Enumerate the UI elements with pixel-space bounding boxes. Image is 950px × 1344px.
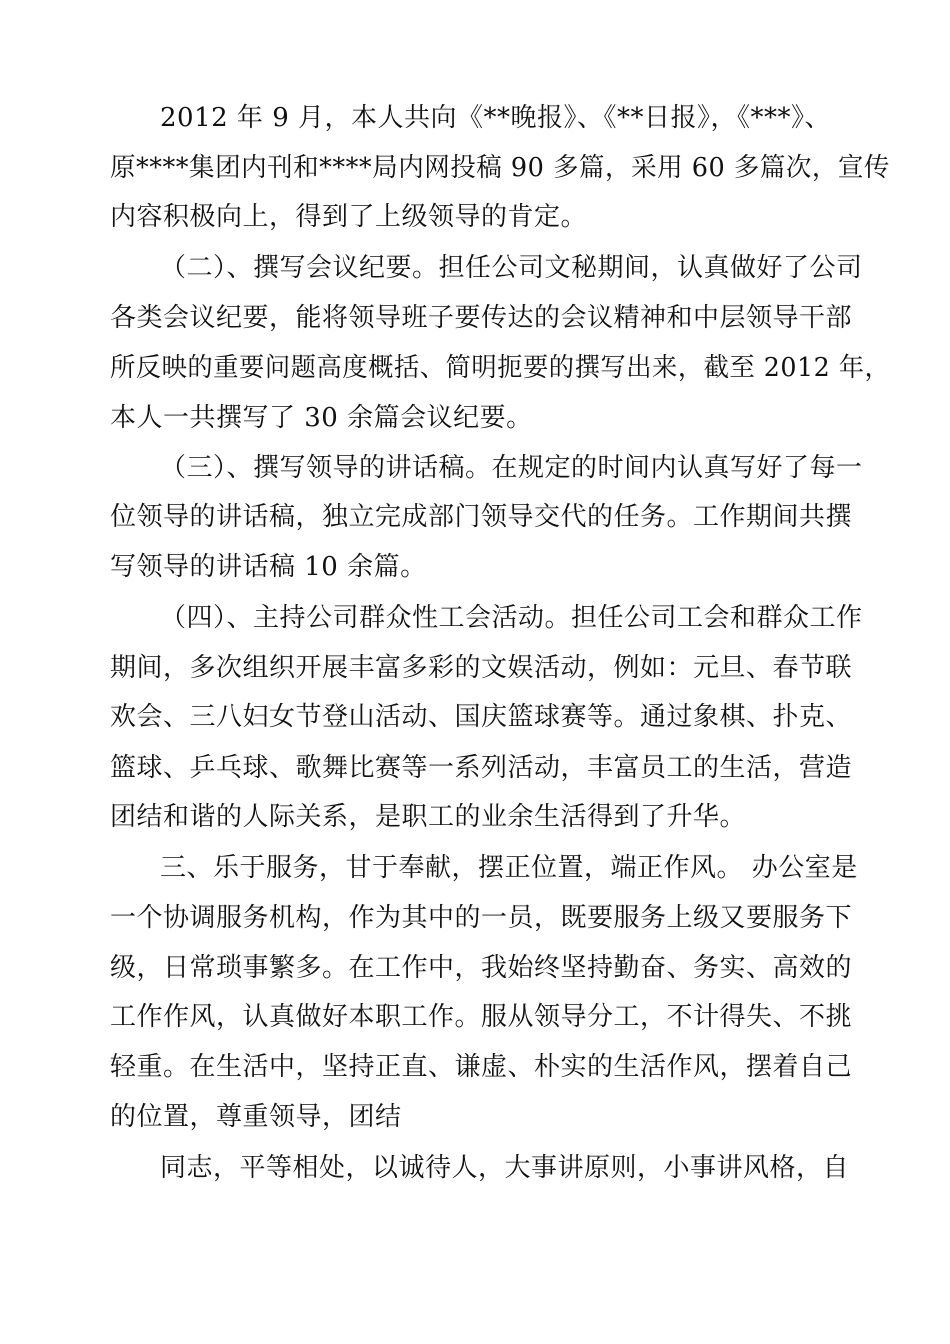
text-line: 一个协调服务机构，作为其中的一员，既要服务上级又要服务下	[110, 903, 853, 933]
text-line: 2012 年 9 月，本人共向《**晚报》、《**日报》，《***》、	[160, 103, 832, 133]
text-line: 级，日常琐事繁多。在工作中，我始终坚持勤奋、务实、高效的	[110, 953, 853, 983]
text-line: 期间，多次组织开展丰富多彩的文娱活动，例如：元旦、春节联	[110, 653, 853, 683]
text-line: 原****集团内刊和****局内网投稿 90 多篇，采用 60 多篇次，宣传	[110, 153, 890, 183]
text-line: 各类会议纪要，能将领导班子要传达的会议精神和中层领导干部	[110, 303, 853, 333]
text-line: 工作作风，认真做好本职工作。服从领导分工，不计得失、不挑	[110, 1002, 853, 1032]
text-line: （四）、主持公司群众性工会活动。担任公司工会和群众工作	[160, 603, 863, 633]
text-line: 三、乐于服务，甘于奉献，摆正位置，端正作风。 办公室是	[160, 853, 858, 883]
text-line: 所反映的重要问题高度概括、简明扼要的撰写出来，截至 2012 年，	[110, 353, 891, 383]
text-line: （三）、撰写领导的讲话稿。在规定的时间内认真写好了每一	[160, 453, 863, 483]
text-line: 团结和谐的人际关系，是职工的业余生活得到了升华。	[110, 802, 747, 832]
text-line: 同志，平等相处，以诚待人，大事讲原则，小事讲风格，自	[160, 1153, 850, 1183]
text-line: 本人一共撰写了 30 余篇会议纪要。	[110, 403, 533, 433]
text-line: 篮球、乒乓球、歌舞比赛等一系列活动，丰富员工的生活，营造	[110, 753, 853, 783]
text-line: （二）、撰写会议纪要。担任公司文秘期间，认真做好了公司	[160, 253, 863, 283]
text-line: 的位置，尊重领导，团结	[110, 1102, 402, 1132]
text-line: 欢会、三八妇女节登山活动、国庆篮球赛等。通过象棋、扑克、	[110, 702, 853, 732]
text-line: 位领导的讲话稿，独立完成部门领导交代的任务。工作期间共撰	[110, 502, 853, 532]
text-line: 写领导的讲话稿 10 余篇。	[110, 552, 427, 582]
text-line: 内容积极向上，得到了上级领导的肯定。	[110, 202, 588, 232]
text-line: 轻重。在生活中，坚持正直、谦虚、朴实的生活作风，摆着自己	[110, 1052, 853, 1082]
